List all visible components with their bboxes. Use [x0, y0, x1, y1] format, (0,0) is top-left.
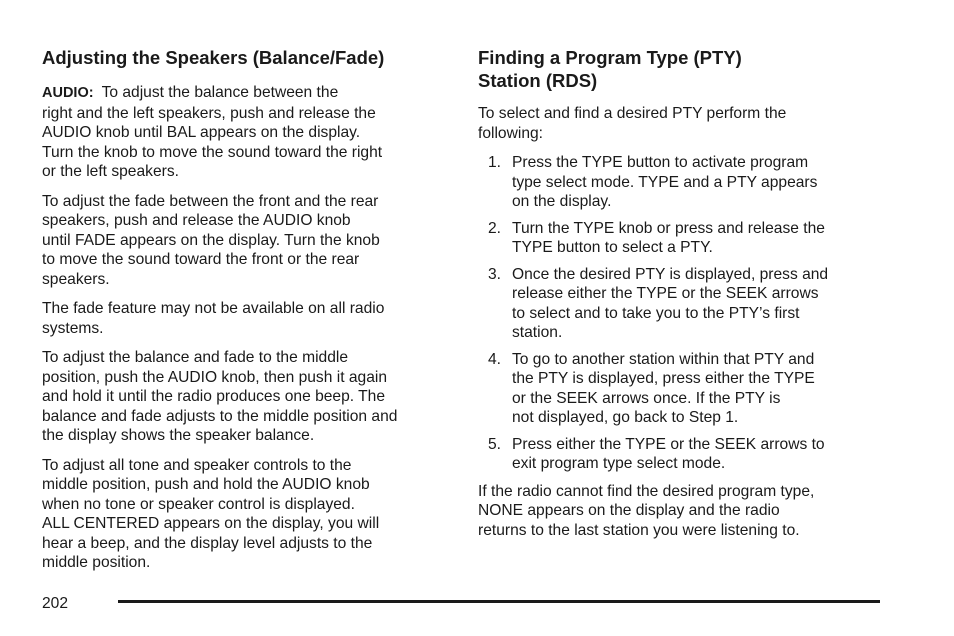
step-number: 1.: [488, 154, 502, 171]
page-number: 202: [42, 595, 69, 612]
right-column: [478, 46, 883, 550]
step-number: 4.: [488, 350, 502, 368]
step-text: Press either the TYPE or the SEEK arrows to exit program type select mode.: [512, 435, 825, 472]
step-text: To go to another station within that PTY and the PTY is displayed, press either the TYPE or the SEEK arrows once. If the PTY is not displayed, go back to Step 1.: [512, 350, 815, 426]
step-text: Press the TYPE button to activate program type select mode. TYPE and a PTY appears on the display.: [512, 154, 818, 210]
section-heading-speakers: Adjusting the Speakers (Balance/Fade): [42, 47, 385, 68]
section-heading-pty: Finding a Program Type (PTY) Station (RDS): [478, 47, 742, 91]
audio-text: To adjust the balance between the right and the left speakers, push and release the AUDIO knob until BAL appears on the display. Turn the knob to move the sound toward the right or the left speakers.: [42, 84, 383, 180]
step-number: 5.: [488, 435, 502, 453]
list-item: [478, 435, 883, 474]
pty-steps-list: [478, 153, 883, 474]
list-item: [478, 153, 883, 212]
all-centered-paragraph: To adjust all tone and speaker controls to the middle position, push and hold the AUDIO knob when no tone or speaker control is displayed. ALL CENTERED appears on the display, you will hear a beep, and the display level adjusts to the middle position.: [42, 456, 380, 571]
audio-label: AUDIO:: [42, 85, 94, 101]
step-number: 3.: [488, 265, 502, 283]
list-item: [478, 265, 883, 343]
pty-intro: To select and find a desired PTY perform the following:: [478, 105, 787, 142]
left-column: [42, 46, 442, 583]
list-item: [478, 219, 883, 258]
step-text: Turn the TYPE knob or press and release the TYPE button to select a PTY.: [512, 219, 825, 256]
middle-position-paragraph: To adjust the balance and fade to the middle position, push the AUDIO knob, then push it again and hold it until the radio produces one beep. The balance and fade adjusts to the middle position and the display shows the speaker balance.: [42, 349, 398, 444]
audio-paragraph: [42, 83, 442, 182]
pty-outro: If the radio cannot find the desired program type, NONE appears on the display and the radio returns to the last station you were listening to.: [478, 482, 815, 539]
footer-divider: [118, 600, 880, 603]
list-item: [478, 350, 883, 428]
fade-paragraph: To adjust the fade between the front and the rear speakers, push and release the AUDIO knob until FADE appears on the display. Turn the knob to move the sound toward the front or the rear speakers.: [42, 192, 380, 288]
step-number: 2.: [488, 219, 502, 237]
step-text: Once the desired PTY is displayed, press and release either the TYPE or the SEEK arrows to select and to take you to the PTY’s first station.: [512, 265, 829, 341]
fade-availability-paragraph: The fade feature may not be available on all radio systems.: [42, 300, 385, 337]
